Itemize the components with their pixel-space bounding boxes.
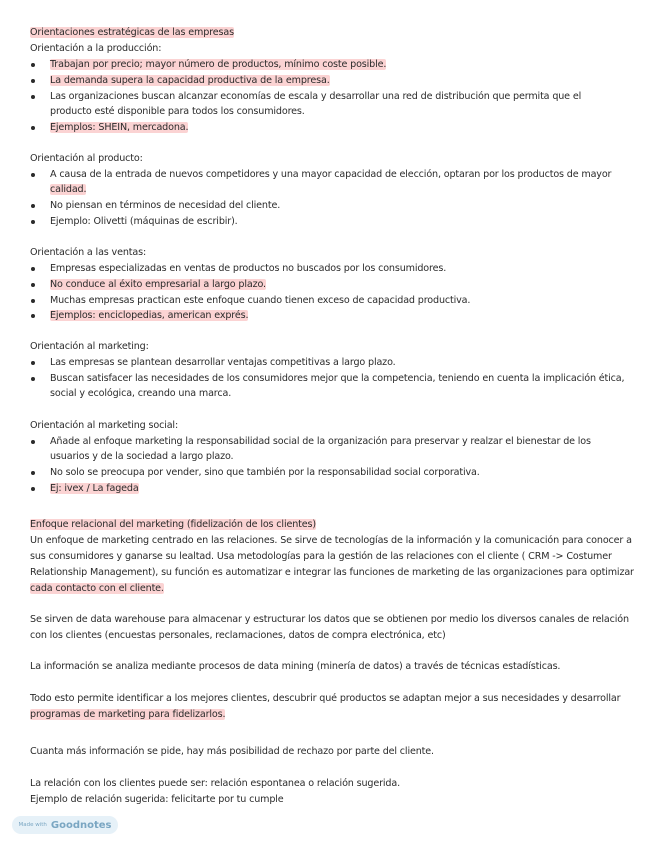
datawarehouse-paragraph-line: con los clientes (encuestas personales, reclamaciones, datos de compra electrónica, etc) — [30, 630, 446, 641]
bullet-icon — [31, 283, 35, 287]
bullet-text: Ejemplos: enciclopedias, american exprés. — [50, 310, 249, 321]
bullet-text: Ejemplos: SHEIN, mercadona. — [50, 122, 189, 133]
bullet-icon — [31, 361, 35, 365]
bullet-text: La demanda supera la capacidad productiva de la empresa. — [50, 75, 330, 86]
bullet-icon — [31, 440, 35, 444]
bullet-text: Buscan satisfacer las necesidades de los consumidores mejor que la competencia, teniendo en cuenta la implicación ética, — [50, 373, 625, 384]
bullet-text: Las empresas se plantean desarrollar ventajas competitivas a largo plazo. — [50, 357, 396, 368]
section-heading-ventas: Orientación a las ventas: — [30, 247, 147, 258]
bullet-text: Las organizaciones buscan alcanzar economías de escala y desarrollar una red de distribución que permita que el — [50, 91, 582, 102]
bullet-icon — [31, 267, 35, 271]
relational-heading: Enfoque relacional del marketing (fidelización de los clientes) — [30, 519, 316, 530]
identify-paragraph-line: Todo esto permite identificar a los mejores clientes, descubrir qué productos se adaptan mejor a sus necesidades y desarrollar — [30, 693, 621, 704]
bullet-icon — [31, 377, 35, 381]
badge-made-with: Made with — [18, 822, 47, 828]
bullet-text: Ejemplo: Olivetti (máquinas de escribir). — [50, 216, 238, 227]
bullet-icon — [31, 204, 35, 208]
relation-type-line: La relación con los clientes puede ser: relación espontanea o relación sugerida. — [30, 778, 400, 789]
relational-paragraph-line: sus consumidores y ganarse su lealtad. Usa metodologías para la gestión de las relaciones con el cliente ( CRM -> Costumer — [30, 551, 612, 562]
section-heading-marketing-social: Orientación al marketing social: — [30, 420, 179, 431]
bullet-text: No conduce al éxito empresarial a largo plazo. — [50, 279, 266, 290]
bullet-icon — [31, 299, 35, 303]
bullet-icon — [31, 126, 35, 130]
bullet-text-cont: social y ecológica, creando una marca. — [50, 388, 232, 399]
relational-paragraph-line: Relationship Management), su función es automatizar e integrar las funciones de marketing de las organizaciones para optimizar — [30, 567, 634, 578]
bullet-text: Muchas empresas practican este enfoque cuando tienen exceso de capacidad productiva. — [50, 295, 471, 306]
bullet-text: No solo se preocupa por vender, sino que también por la responsabilidad social corporativa. — [50, 467, 480, 478]
bullet-text-cont: calidad. — [50, 184, 87, 195]
bullet-icon — [31, 95, 35, 99]
identify-paragraph-line: programas de marketing para fidelizarlos. — [30, 709, 226, 720]
bullet-icon — [31, 487, 35, 491]
bullet-icon — [31, 471, 35, 475]
goodnotes-logo: Goodnotes — [50, 819, 112, 831]
bullet-icon — [31, 220, 35, 224]
section-heading-producto: Orientación al producto: — [30, 153, 143, 164]
bullet-text-cont: usuarios y de la sociedad a largo plazo. — [50, 451, 234, 462]
bullet-text: A causa de la entrada de nuevos competidores y una mayor capacidad de elección, optaran por los productos de mayor — [50, 169, 612, 180]
bullet-icon — [31, 314, 35, 318]
datamining-paragraph: La información se analiza mediante procesos de data mining (minería de datos) a través de técnicas estadísticas. — [30, 661, 561, 672]
relational-paragraph-line: cada contacto con el cliente. — [30, 583, 164, 594]
bullet-text: Empresas especializadas en ventas de productos no buscados por los consumidores. — [50, 263, 447, 274]
bullet-text: Añade al enfoque marketing la responsabilidad social de la organización para preservar y realzar el bienestar de los — [50, 436, 591, 447]
section-heading-marketing: Orientación al marketing: — [30, 341, 149, 352]
bullet-icon — [31, 79, 35, 83]
goodnotes-badge — [12, 816, 118, 834]
relational-paragraph-line: Un enfoque de marketing centrado en las relaciones. Se sirve de tecnologías de la información y la comunicación para conocer a — [30, 535, 632, 546]
page-title: Orientaciones estratégicas de las empresas — [30, 27, 234, 38]
bullet-text: Trabajan por precio; mayor número de productos, mínimo coste posible. — [50, 59, 387, 70]
relation-example-line: Ejemplo de relación sugerida: felicitarte por tu cumple — [30, 794, 284, 805]
datawarehouse-paragraph-line: Se sirven de data warehouse para almacenar y estructurar los datos que se obtienen por medio los diversos canales de relación — [30, 614, 629, 625]
bullet-text: No piensan en términos de necesidad del cliente. — [50, 200, 281, 211]
bullet-text: Ej: ivex / La fageda — [50, 483, 139, 494]
section-heading-produccion: Orientación a la producción: — [30, 43, 162, 54]
bullet-text-cont: producto esté disponible para todos los consumidores. — [50, 106, 305, 117]
rechazo-paragraph: Cuanta más información se pide, hay más posibilidad de rechazo por parte del cliente. — [30, 746, 434, 757]
bullet-icon — [31, 63, 35, 67]
bullet-icon — [31, 173, 35, 177]
